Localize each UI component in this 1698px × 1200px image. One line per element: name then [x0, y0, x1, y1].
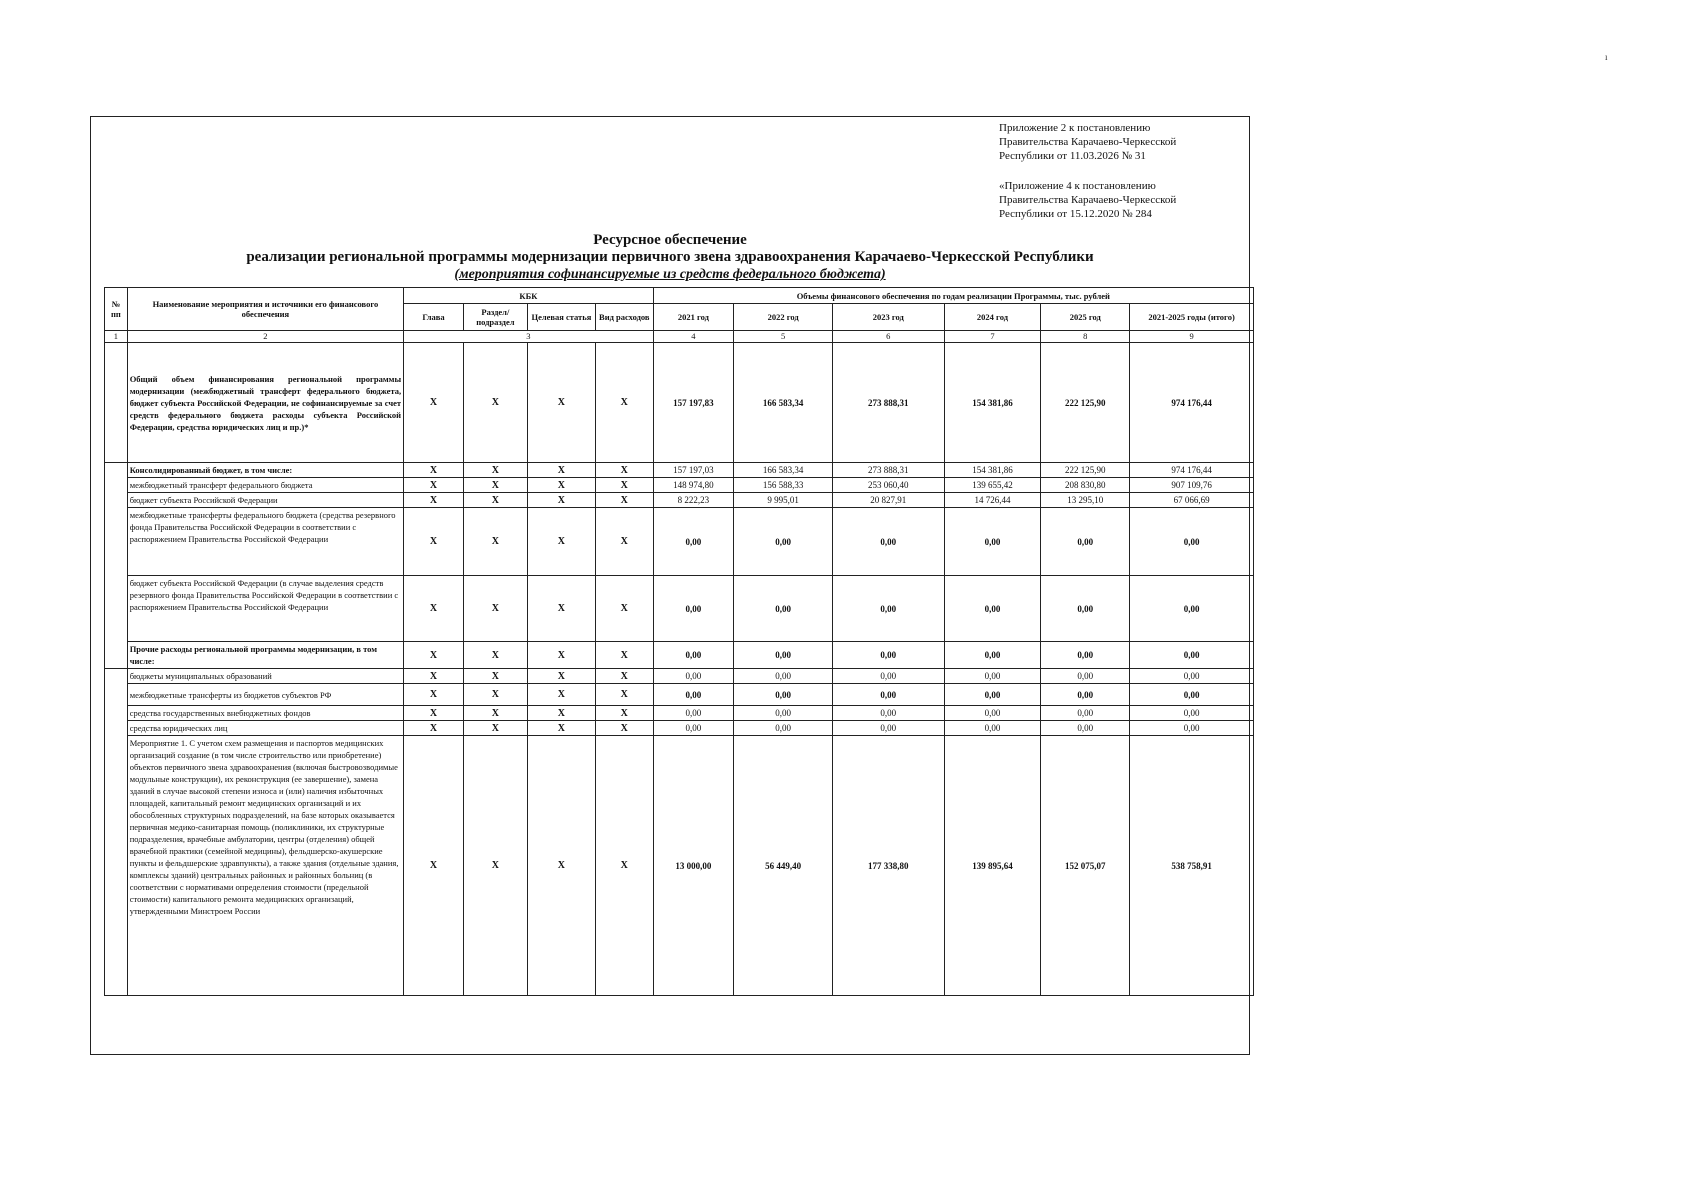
- column-index: 2: [127, 331, 403, 343]
- row-name: Общий объем финансирования региональной программы модернизации (межбюджетный трансферт федерального бюджета, бюджет субъекта Российской Федерации, не софинансируемые за счет средств федерального бюджета расходы субъекта Российской Федерации, средства юридических лиц и пр.)*: [127, 343, 403, 463]
- value-cell: 0,00: [1130, 642, 1254, 669]
- value-cell: 0,00: [833, 721, 944, 736]
- value-cell: 0,00: [734, 508, 833, 576]
- annex-line: Приложение 2 к постановлению: [999, 122, 1151, 134]
- kbk-cell: X: [527, 343, 595, 463]
- value-cell: 177 338,80: [833, 736, 944, 996]
- value-cell: 0,00: [944, 576, 1041, 642]
- value-cell: 13 295,10: [1041, 493, 1130, 508]
- kbk-cell: X: [463, 463, 527, 478]
- header-kbk: КБК: [404, 288, 654, 304]
- value-cell: 0,00: [734, 706, 833, 721]
- value-cell: 166 583,34: [734, 343, 833, 463]
- value-cell: 9 995,01: [734, 493, 833, 508]
- kbk-cell: X: [595, 478, 653, 493]
- kbk-cell: X: [527, 736, 595, 996]
- kbk-cell: X: [595, 493, 653, 508]
- table-row: [105, 706, 1254, 721]
- kbk-cell: X: [404, 642, 464, 669]
- kbk-cell: X: [527, 684, 595, 706]
- kbk-cell: X: [527, 576, 595, 642]
- value-cell: 907 109,76: [1130, 478, 1254, 493]
- row-name: бюджет субъекта Российской Федерации (в случае выделения средств резервного фонда Правительства Российской Федерации в соответствии с распоряжением Правительства Российской Федерации: [127, 576, 403, 642]
- value-cell: 0,00: [734, 669, 833, 684]
- column-index: 1: [105, 331, 128, 343]
- value-cell: 0,00: [1130, 576, 1254, 642]
- kbk-cell: X: [527, 721, 595, 736]
- value-cell: 154 381,86: [944, 463, 1041, 478]
- row-name: Мероприятие 1. С учетом схем размещения и паспортов медицинских организаций создание (в том числе строительство или приобретение) объектов первичного звена здравоохранения (включая быстровозводимые модульные конструкции), их реконструкция (ее завершение), замена зданий в случае высокой степени износа и (или) наличия избыточных площадей, капитальный ремонт медицинских организаций и их обособленных структурных подразделений, на базе которых оказывается первичная медико-санитарная помощь (поликлиники, их структурные подразделения, врачебные амбулатории, центры (отделения) общей врачебной практики (семейной медицины), фельдшерско-акушерские пункты и фельдшерские здравпункты), а также здания (отдельные здания, комплексы зданий) центральных районных и районных больниц (в соответствии с нормативами определения стоимости (предельной стоимости) капитального ремонта медицинских организаций, утвержденными Минстроем России: [127, 736, 403, 996]
- value-cell: 157 197,03: [653, 463, 733, 478]
- value-cell: 222 125,90: [1041, 463, 1130, 478]
- value-cell: 148 974,80: [653, 478, 733, 493]
- kbk-cell: X: [463, 721, 527, 736]
- value-cell: 0,00: [944, 669, 1041, 684]
- value-cell: 0,00: [653, 669, 733, 684]
- value-cell: 0,00: [1130, 721, 1254, 736]
- kbk-cell: X: [404, 478, 464, 493]
- value-cell: 0,00: [653, 706, 733, 721]
- value-cell: 0,00: [944, 706, 1041, 721]
- stray-mark: ı: [1605, 52, 1608, 62]
- kbk-cell: X: [404, 576, 464, 642]
- value-cell: 139 655,42: [944, 478, 1041, 493]
- kbk-cell: X: [463, 684, 527, 706]
- value-cell: 0,00: [833, 669, 944, 684]
- value-cell: 974 176,44: [1130, 463, 1254, 478]
- header-year-2021: 2021 год: [653, 304, 733, 331]
- row-number: [105, 463, 128, 669]
- kbk-cell: X: [463, 669, 527, 684]
- row-name: Прочие расходы региональной программы модернизации, в том числе:: [127, 642, 403, 669]
- kbk-cell: X: [463, 576, 527, 642]
- row-name: бюджеты муниципальных образований: [127, 669, 403, 684]
- header-total: 2021-2025 годы (итого): [1130, 304, 1254, 331]
- column-index: 3: [404, 331, 654, 343]
- header-vid: Вид расходов: [595, 304, 653, 331]
- value-cell: 253 060,40: [833, 478, 944, 493]
- kbk-cell: X: [527, 493, 595, 508]
- row-name: межбюджетный трансферт федерального бюджета: [127, 478, 403, 493]
- header-razdel: Раздел/ подраздел: [463, 304, 527, 331]
- value-cell: 974 176,44: [1130, 343, 1254, 463]
- value-cell: 0,00: [1041, 706, 1130, 721]
- table-row: [105, 463, 1254, 478]
- header-glava: Глава: [404, 304, 464, 331]
- header-year-2023: 2023 год: [833, 304, 944, 331]
- annex-block-current: [999, 121, 1176, 163]
- document-title: [90, 232, 1250, 283]
- value-cell: 0,00: [1130, 684, 1254, 706]
- value-cell: 67 066,69: [1130, 493, 1254, 508]
- annex-line: Правительства Карачаево-Черкесской: [999, 136, 1177, 148]
- value-cell: 0,00: [1130, 508, 1254, 576]
- table-row: [105, 721, 1254, 736]
- value-cell: 0,00: [1130, 706, 1254, 721]
- value-cell: 0,00: [833, 508, 944, 576]
- header-tselevaya: Целевая статья: [527, 304, 595, 331]
- kbk-cell: X: [463, 478, 527, 493]
- column-index: 9: [1130, 331, 1254, 343]
- annex-line: «Приложение 4 к постановлению: [999, 180, 1156, 192]
- annex-line: Республики от 11.03.2026 № 31: [999, 150, 1146, 162]
- value-cell: 0,00: [1041, 684, 1130, 706]
- row-name: межбюджетные трансферты федерального бюджета (средства резервного фонда Правительства Российской Федерации в соответствии с распоряжением Правительства Российской Федерации: [127, 508, 403, 576]
- value-cell: 0,00: [734, 576, 833, 642]
- kbk-cell: X: [595, 576, 653, 642]
- value-cell: 8 222,23: [653, 493, 733, 508]
- kbk-cell: X: [404, 463, 464, 478]
- value-cell: 0,00: [944, 721, 1041, 736]
- value-cell: 538 758,91: [1130, 736, 1254, 996]
- value-cell: 0,00: [944, 508, 1041, 576]
- header-year-2024: 2024 год: [944, 304, 1041, 331]
- row-name: Консолидированный бюджет, в том числе:: [127, 463, 403, 478]
- annex-line: Правительства Карачаево-Черкесской: [999, 194, 1177, 206]
- value-cell: 14 726,44: [944, 493, 1041, 508]
- kbk-cell: X: [595, 736, 653, 996]
- kbk-cell: X: [595, 721, 653, 736]
- value-cell: 166 583,34: [734, 463, 833, 478]
- kbk-cell: X: [595, 463, 653, 478]
- row-name: средства юридических лиц: [127, 721, 403, 736]
- kbk-cell: X: [404, 706, 464, 721]
- kbk-cell: X: [463, 642, 527, 669]
- kbk-cell: X: [527, 478, 595, 493]
- value-cell: 0,00: [653, 576, 733, 642]
- value-cell: 0,00: [944, 684, 1041, 706]
- kbk-cell: X: [595, 642, 653, 669]
- kbk-cell: X: [404, 508, 464, 576]
- table-row: [105, 736, 1254, 996]
- value-cell: 0,00: [1041, 508, 1130, 576]
- value-cell: 0,00: [833, 706, 944, 721]
- value-cell: 0,00: [1041, 642, 1130, 669]
- value-cell: 0,00: [653, 684, 733, 706]
- kbk-cell: X: [463, 736, 527, 996]
- kbk-cell: X: [404, 343, 464, 463]
- kbk-cell: X: [595, 684, 653, 706]
- financing-table: [104, 287, 1254, 996]
- value-cell: 139 895,64: [944, 736, 1041, 996]
- value-cell: 273 888,31: [833, 343, 944, 463]
- row-name: средства государственных внебюджетных фондов: [127, 706, 403, 721]
- value-cell: 273 888,31: [833, 463, 944, 478]
- kbk-cell: X: [527, 669, 595, 684]
- value-cell: 0,00: [653, 642, 733, 669]
- value-cell: 56 449,40: [734, 736, 833, 996]
- title-line-2: реализации региональной программы модернизации первичного звена здравоохранения Карачаево-Черкесской Республики: [246, 249, 1094, 265]
- header-volumes: Объемы финансового обеспечения по годам реализации Программы, тыс. рублей: [653, 288, 1253, 304]
- table-row: [105, 343, 1254, 463]
- row-name: межбюджетные трансферты из бюджетов субъектов РФ: [127, 684, 403, 706]
- value-cell: 0,00: [1041, 576, 1130, 642]
- table-row: [105, 493, 1254, 508]
- kbk-cell: X: [404, 721, 464, 736]
- value-cell: 0,00: [1041, 721, 1130, 736]
- value-cell: 0,00: [734, 721, 833, 736]
- kbk-cell: X: [404, 669, 464, 684]
- value-cell: 0,00: [653, 721, 733, 736]
- column-index: 6: [833, 331, 944, 343]
- value-cell: 208 830,80: [1041, 478, 1130, 493]
- table-row: [105, 669, 1254, 684]
- value-cell: 20 827,91: [833, 493, 944, 508]
- value-cell: 156 588,33: [734, 478, 833, 493]
- kbk-cell: X: [527, 508, 595, 576]
- row-number: [105, 669, 128, 996]
- table-row: [105, 642, 1254, 669]
- column-index: 4: [653, 331, 733, 343]
- table-row: [105, 576, 1254, 642]
- kbk-cell: X: [595, 706, 653, 721]
- kbk-cell: X: [404, 736, 464, 996]
- header-name: Наименование мероприятия и источники его финансового обеспечения: [127, 288, 403, 331]
- kbk-cell: X: [463, 508, 527, 576]
- row-name: бюджет субъекта Российской Федерации: [127, 493, 403, 508]
- value-cell: 154 381,86: [944, 343, 1041, 463]
- kbk-cell: X: [527, 463, 595, 478]
- header-year-2022: 2022 год: [734, 304, 833, 331]
- column-index: 7: [944, 331, 1041, 343]
- value-cell: 0,00: [734, 642, 833, 669]
- value-cell: 0,00: [833, 642, 944, 669]
- value-cell: 0,00: [944, 642, 1041, 669]
- value-cell: 0,00: [833, 684, 944, 706]
- value-cell: 13 000,00: [653, 736, 733, 996]
- value-cell: 0,00: [833, 576, 944, 642]
- title-line-3: (мероприятия софинансируемые из средств федерального бюджета): [454, 267, 886, 282]
- kbk-cell: X: [595, 669, 653, 684]
- value-cell: 152 075,07: [1041, 736, 1130, 996]
- table-row: [105, 684, 1254, 706]
- row-number: [105, 343, 128, 463]
- kbk-cell: X: [404, 684, 464, 706]
- column-index: 8: [1041, 331, 1130, 343]
- value-cell: 0,00: [1130, 669, 1254, 684]
- header-no: № пп: [105, 288, 128, 331]
- kbk-cell: X: [595, 508, 653, 576]
- table-row: [105, 508, 1254, 576]
- kbk-cell: X: [463, 493, 527, 508]
- table-row: [105, 478, 1254, 493]
- value-cell: 0,00: [1041, 669, 1130, 684]
- value-cell: 157 197,83: [653, 343, 733, 463]
- kbk-cell: X: [404, 493, 464, 508]
- kbk-cell: X: [595, 343, 653, 463]
- title-line-1: Ресурсное обеспечение: [593, 232, 747, 248]
- kbk-cell: X: [463, 343, 527, 463]
- kbk-cell: X: [527, 642, 595, 669]
- value-cell: 0,00: [734, 684, 833, 706]
- annex-block-original: [999, 179, 1176, 221]
- column-index: 5: [734, 331, 833, 343]
- kbk-cell: X: [463, 706, 527, 721]
- annex-line: Республики от 15.12.2020 № 284: [999, 208, 1152, 220]
- value-cell: 222 125,90: [1041, 343, 1130, 463]
- kbk-cell: X: [527, 706, 595, 721]
- value-cell: 0,00: [653, 508, 733, 576]
- header-year-2025: 2025 год: [1041, 304, 1130, 331]
